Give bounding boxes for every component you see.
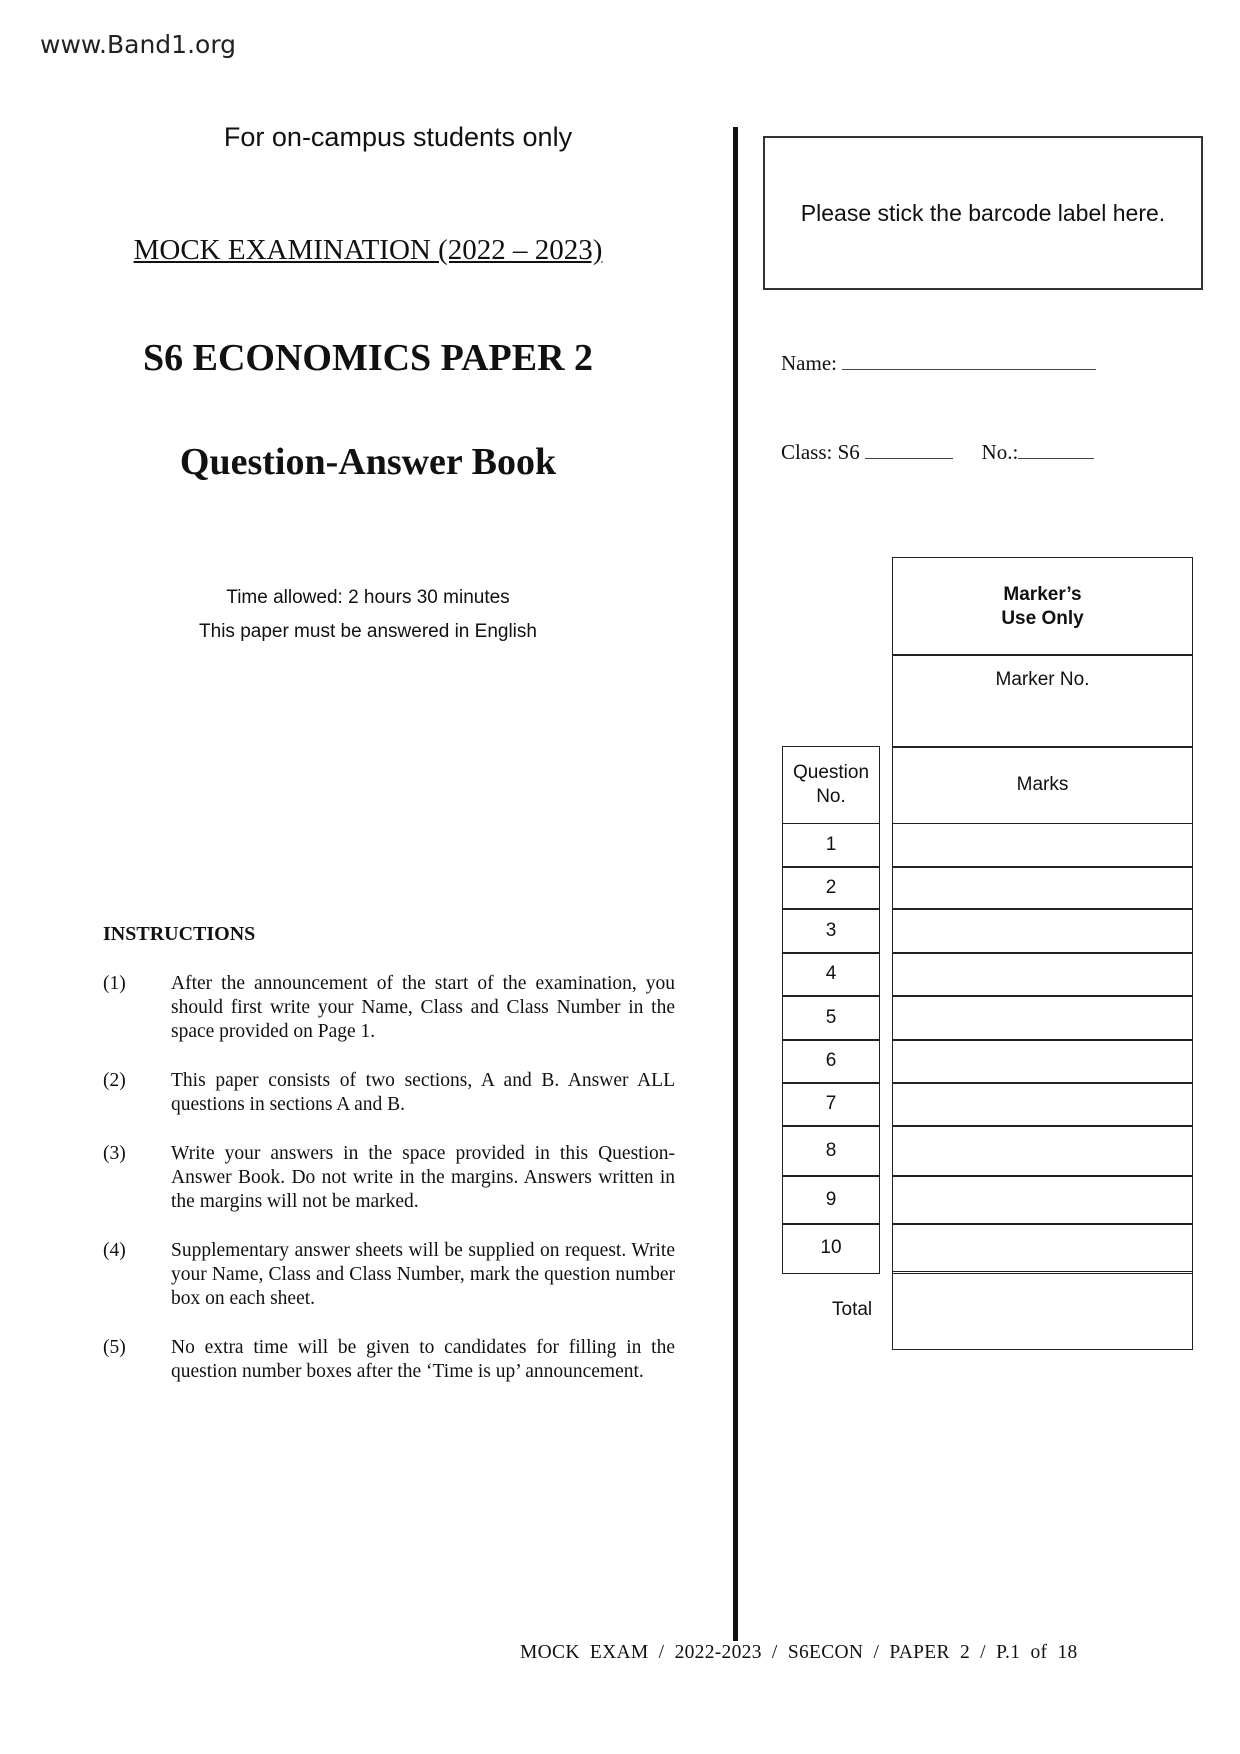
question-number: 2 (825, 876, 837, 898)
total-marks-cell[interactable] (892, 1271, 1193, 1350)
time-allowed: Time allowed: 2 hours 30 minutes (226, 587, 510, 608)
question-number: 8 (825, 1139, 837, 1161)
question-number-cell (782, 1082, 880, 1127)
question-number: 9 (825, 1188, 837, 1210)
question-number-cell (782, 866, 880, 910)
question-number: 1 (825, 834, 837, 856)
number-label: No.: (981, 440, 1019, 464)
marks-cell[interactable] (892, 908, 1193, 954)
question-number: 5 (825, 1006, 837, 1028)
instruction-number: (2) (103, 1070, 126, 1091)
class-field[interactable] (781, 440, 1094, 465)
marks-header (892, 746, 1193, 824)
vertical-divider (733, 127, 738, 1641)
exam-title: MOCK EXAMINATION (2022 – 2023) (133, 234, 603, 266)
instruction-text: This paper consists of two sections, A and B. Answer ALL questions in sections A and B. (171, 1070, 675, 1115)
total-label: Total (832, 1299, 873, 1320)
instruction-text: After the announcement of the start of the examination, you should first write your Name, Class and Class Number in the space provided on Page 1. (171, 973, 675, 1042)
question-number-cell (782, 908, 880, 954)
question-number: 7 (825, 1093, 837, 1115)
instruction-number: (4) (103, 1240, 126, 1261)
instruction-number: (3) (103, 1143, 126, 1164)
marks-cell[interactable] (892, 823, 1193, 868)
marker-no-cell[interactable] (892, 654, 1193, 748)
question-number-cell (782, 1125, 880, 1177)
marks-cell[interactable] (892, 1223, 1193, 1274)
language-note: This paper must be answered in English (199, 621, 537, 642)
marks-cell[interactable] (892, 1175, 1193, 1225)
marks-cell[interactable] (892, 1082, 1193, 1127)
question-number: 10 (820, 1237, 842, 1259)
marks-cell[interactable] (892, 866, 1193, 910)
number-blank[interactable] (1018, 440, 1094, 459)
instructions-heading: INSTRUCTIONS (103, 923, 256, 945)
barcode-label: Please stick the barcode label here. (800, 199, 1166, 226)
name-label: Name: (781, 351, 837, 375)
instruction-text: Write your answers in the space provided in this Question-Answer Book. Do not write in the margins. Answers written in the margins will not be marked. (171, 1143, 675, 1212)
class-label: Class: S6 (781, 440, 860, 464)
name-blank[interactable] (842, 351, 1096, 370)
question-number: 6 (825, 1050, 837, 1072)
question-number-cell (782, 823, 880, 868)
instruction-text: Supplementary answer sheets will be supplied on request. Write your Name, Class and Class Number, mark the question number box on each sheet. (171, 1240, 675, 1309)
marks-cell[interactable] (892, 952, 1193, 997)
question-no-header (782, 746, 880, 824)
marker-title-line1: Marker’s (1003, 583, 1082, 605)
question-number-cell (782, 1223, 880, 1274)
website-watermark: www.Band1.org (40, 30, 237, 59)
instruction-number: (5) (103, 1337, 126, 1358)
marks-cell[interactable] (892, 995, 1193, 1041)
question-number-cell (782, 1175, 880, 1225)
question-header-line1: Question (792, 762, 870, 783)
barcode-box (763, 136, 1203, 290)
question-number-cell (782, 1039, 880, 1084)
question-number: 3 (825, 919, 837, 941)
instruction-number: (1) (103, 973, 126, 994)
marker-title-line2: Use Only (1001, 607, 1084, 629)
question-number: 4 (825, 963, 837, 985)
marks-cell[interactable] (892, 1039, 1193, 1084)
question-number-cell (782, 995, 880, 1041)
instruction-text: No extra time will be given to candidates for filling in the question number boxes after the ‘Time is up’ announcement. (171, 1337, 675, 1382)
paper-title: S6 ECONOMICS PAPER 2 (142, 337, 594, 379)
question-number-cell (782, 952, 880, 997)
marker-no-label: Marker No. (995, 669, 1090, 690)
question-header-line2: No. (816, 786, 846, 807)
restriction-note: For on-campus students only (223, 122, 573, 152)
marker-use-only-header (892, 557, 1193, 656)
name-field[interactable] (781, 351, 1096, 376)
marks-header-label: Marks (1016, 774, 1069, 795)
book-title: Question-Answer Book (179, 441, 557, 483)
class-blank[interactable] (865, 440, 953, 459)
page-footer: MOCK EXAM / 2022-2023 / S6ECON / PAPER 2 / P.1 of 18 (520, 1642, 1078, 1663)
marks-cell[interactable] (892, 1125, 1193, 1177)
